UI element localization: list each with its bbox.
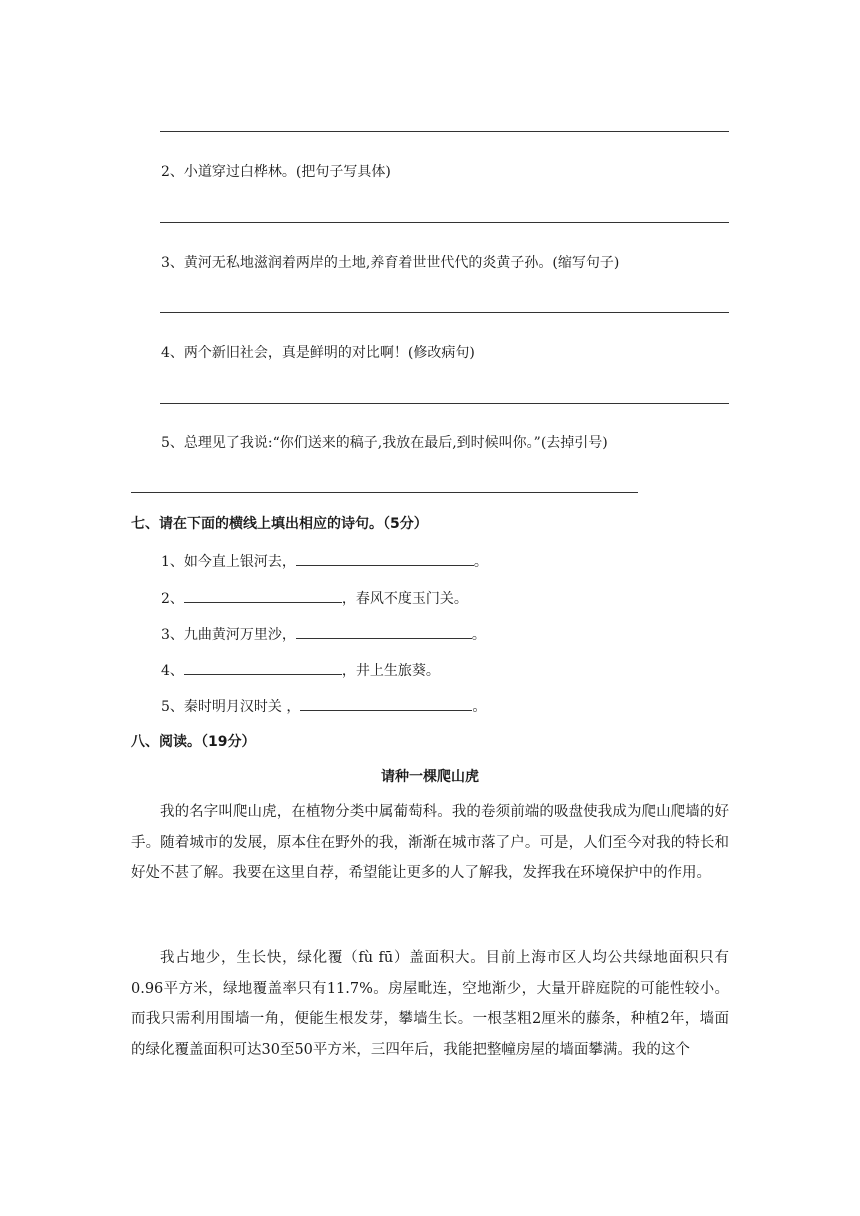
poem-item-2-prefix: 2、 <box>161 591 184 607</box>
poem-blank-4[interactable] <box>184 659 342 675</box>
passage-title: 请种一棵爬山虎 <box>381 769 479 785</box>
poem-item-4-prefix: 4、 <box>161 663 184 679</box>
section-8-heading: 八、阅读。（19分） <box>131 734 256 750</box>
poem-item-3 <box>161 623 486 645</box>
poem-item-2 <box>161 587 468 609</box>
passage-paragraph-1: 我的名字叫爬山虎，在植物分类中属葡萄科。我的卷须前端的吸盘使我成为爬山爬墙的好手。随着城市的发展，原本住在野外的我，渐渐在城市落了户。可是，人们至今对我的特长和好处不甚了解。我要在这里自荐，希望能让更多的人了解我，发挥我在环境保护中的作用。 <box>131 804 729 881</box>
poem-item-5-prefix: 5、秦时明月汉时关 ， <box>161 699 301 715</box>
poem-item-1-prefix: 1、如今直上银河去， <box>161 554 296 570</box>
poem-item-3-prefix: 3、九曲黄河万里沙， <box>161 627 296 643</box>
poem-item-4-suffix: ，井上生旅葵。 <box>341 663 440 679</box>
poem-item-1 <box>161 550 488 572</box>
poem-item-2-suffix: ，春风不度玉门关。 <box>341 591 468 607</box>
poem-blank-2[interactable] <box>184 587 342 603</box>
poem-blank-1[interactable] <box>296 550 474 566</box>
answer-line-1 <box>160 131 729 132</box>
poem-item-4 <box>161 659 440 681</box>
question-item-3: 3、黄河无私地滋润着两岸的土地,养育着世世代代的炎黄子孙。(缩写句子) <box>161 255 620 271</box>
poem-blank-3[interactable] <box>296 623 472 639</box>
poem-blank-5[interactable] <box>300 695 472 711</box>
section-7-heading: 七、请在下面的横线上填出相应的诗句。（5分） <box>131 516 428 532</box>
answer-line-4 <box>160 403 729 404</box>
answer-line-3 <box>160 312 729 313</box>
passage-paragraph-2: 我占地少，生长快，绿化覆（fù fū）盖面积大。目前上海市区人均公共绿地面积只有0.96平方米，绿地覆盖率只有11.7%。房屋毗连，空地渐少，大量开辟庭院的可能性较小。而我只需利用围墙一角，便能生根发芽，攀墙生长。一根茎粗2厘米的藤条，种植2年，墙面的绿化覆盖面积可达30至50平方米，三四年后，我能把整幢房屋的墙面攀满。我的这个 <box>131 950 729 1058</box>
answer-line-2 <box>160 222 729 223</box>
question-item-2: 2、小道穿过白桦林。(把句子写具体) <box>161 164 391 180</box>
answer-line-5 <box>131 492 638 493</box>
poem-item-5 <box>161 695 486 717</box>
question-item-4: 4、两个新旧社会，真是鲜明的对比啊！(修改病句) <box>161 345 475 361</box>
poem-item-5-suffix: 。 <box>472 699 487 715</box>
poem-item-3-suffix: 。 <box>471 627 486 643</box>
poem-item-1-suffix: 。 <box>473 554 488 570</box>
question-item-5: 5、总理见了我说:“你们送来的稿子,我放在最后,到时候叫你。”(去掉引号) <box>161 435 608 451</box>
